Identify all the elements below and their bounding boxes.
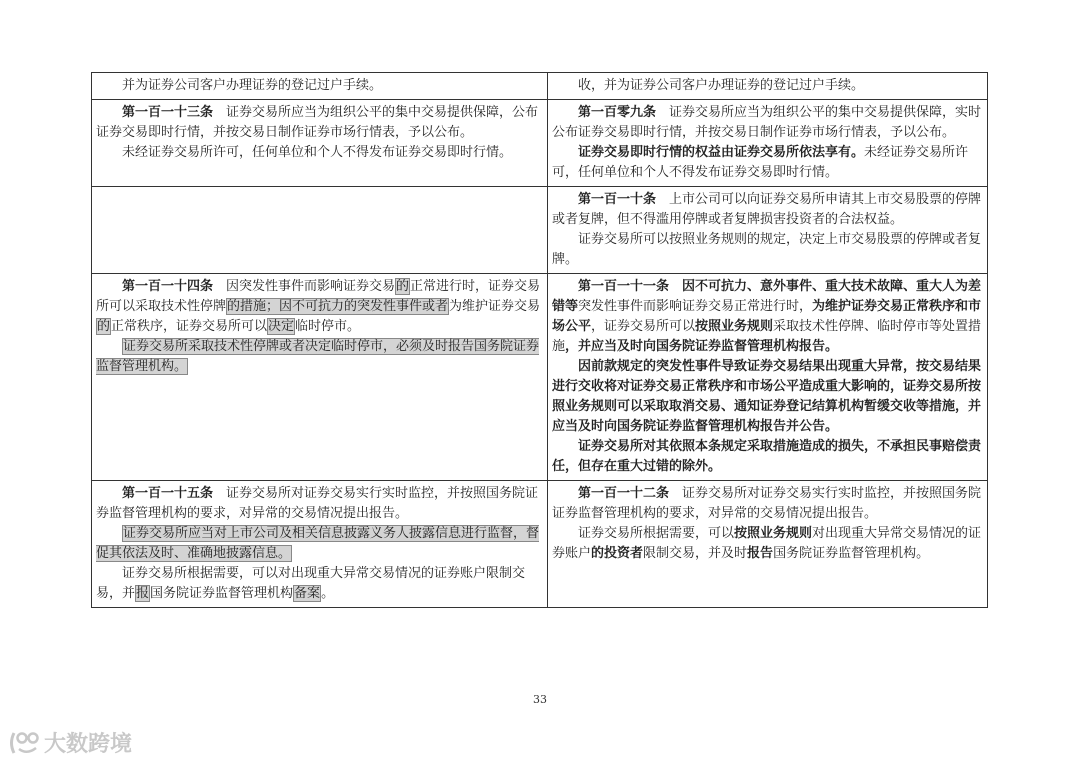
added-text: 按照业务规则 <box>695 319 774 334</box>
removed-text: 的 <box>396 279 410 294</box>
article-number: 第一百一十二条 <box>578 486 670 501</box>
paragraph-text: 证券交易所应当为组织公平的集中交易提供保障，实时公布证券交易即时行情，并按交易日制作证券市场行情表，予以公布。 <box>552 105 982 140</box>
article-paragraph <box>96 484 543 524</box>
table-row <box>92 481 988 608</box>
paragraph-text: 国务院证券监督管理机构。 <box>773 546 930 561</box>
added-text: 证券交易所对其依照本条规定采取措施造成的损失，不承担民事赔偿责任，但存在重大过错的除外。 <box>552 439 982 474</box>
added-text: 证券交易即时行情的权益由证券交易所依法享有。 <box>578 145 865 160</box>
new-text-cell <box>548 481 988 608</box>
added-text: 按照业务规则 <box>734 526 813 541</box>
paragraph-text: 证券交易所应当为组织公平的集中交易提供保障，公布证券交易即时行情，并按交易日制作证券市场行情表，予以公布。 <box>96 105 539 140</box>
article-paragraph <box>552 357 983 437</box>
article-paragraph <box>552 484 983 524</box>
paragraph-text: 。 <box>321 586 335 601</box>
article-paragraph <box>552 143 983 183</box>
new-text-cell <box>548 187 988 274</box>
added-text: 为维护证券交易正常秩序和市场公平 <box>552 299 982 334</box>
table-row <box>92 100 988 187</box>
removed-text: 决定 <box>268 319 295 334</box>
old-text-cell <box>92 274 548 481</box>
added-text: 的投资者 <box>591 546 644 561</box>
paragraph-text: 临时停市。 <box>295 319 361 334</box>
brand-logo-icon <box>8 729 42 757</box>
table-body <box>92 73 988 608</box>
paragraph-text: 采取技术性停牌、临时停市等处置措施 <box>552 319 982 354</box>
article-paragraph <box>552 103 983 143</box>
removed-text: 报 <box>136 586 150 601</box>
article-paragraph <box>96 564 543 604</box>
article-paragraph <box>552 277 983 357</box>
paragraph-text: 正常进行时，证券交易所可以采取技术性停牌 <box>96 279 541 314</box>
article-number: 第一百一十三条 <box>122 105 214 120</box>
paragraph-text: 突发性事件而影响证券交易正常进行时， <box>578 299 813 314</box>
new-text-cell <box>548 73 988 100</box>
old-text-cell <box>92 100 548 187</box>
new-text-cell <box>548 274 988 481</box>
watermark-text: 大数跨境 <box>44 732 133 757</box>
article-paragraph <box>552 524 983 564</box>
added-text: 因前款规定的突发性事件导致证券交易结果出现重大异常，按交易结果进行交收将对证券交易正常秩序和市场公平造成重大影响的，证券交易所按照业务规则可以采取取消交易、通知证券登记结算机构暂缓交收等措施，并应当及时向国务院证券监督管理机构报告并公告。 <box>552 359 982 434</box>
old-text-cell <box>92 481 548 608</box>
article-paragraph <box>96 337 543 377</box>
paragraph-text: 证券交易所根据需要，可以对出现重大异常交易情况的证券账户限制交易，并 <box>96 566 526 601</box>
article-paragraph <box>552 190 983 230</box>
paragraph-text: 上市公司可以向证券交易所申请其上市交易股票的停牌或者复牌，但不得滥用停牌或者复牌损害投资者的合法权益。 <box>552 192 982 227</box>
comparison-table <box>91 72 988 608</box>
paragraph-text: 限制交易，并及时 <box>643 546 748 561</box>
paragraph-text: 为维护证券交易 <box>449 299 541 314</box>
paragraph-text: 证券交易所可以按照业务规则的规定，决定上市交易股票的停牌或者复牌。 <box>552 232 982 267</box>
article-number: 第一百一十一条 <box>578 279 670 294</box>
added-text: 报告 <box>747 546 774 561</box>
article-number: 第一百一十条 <box>578 192 657 207</box>
paragraph-text: 未经证券交易所许可，任何单位和个人不得发布证券交易即时行情。 <box>122 145 513 160</box>
article-paragraph <box>96 76 543 96</box>
added-text: ，并应当及时向国务院证券监督管理机构报告。 <box>565 339 839 354</box>
article-number: 第一百零九条 <box>578 105 657 120</box>
article-paragraph <box>96 103 543 143</box>
paragraph-text: 正常秩序，证券交易所可以 <box>111 319 268 334</box>
removed-text: 备案 <box>294 586 321 601</box>
paragraph-text: 并为证券公司客户办理证券的登记过户手续。 <box>122 78 383 93</box>
paragraph-text: 证券交易所对证券交易实行实时监控，并按照国务院证券监督管理机构的要求，对异常的交易情况提出报告。 <box>552 486 982 521</box>
table-row <box>92 274 988 481</box>
paragraph-text: 收，并为证券公司客户办理证券的登记过户手续。 <box>578 78 865 93</box>
new-text-cell <box>548 100 988 187</box>
article-paragraph <box>96 277 543 337</box>
old-text-cell <box>92 73 548 100</box>
removed-text: 证券交易所应当对上市公司及相关信息披露义务人披露信息进行监督，督促其依法及时、准确地披露信息。 <box>96 526 540 561</box>
table-row <box>92 73 988 100</box>
removed-text: 证券交易所采取技术性停牌或者决定临时停市，必须及时报告国务院证券监督管理机构。 <box>96 339 540 374</box>
removed-text: 的措施；因不可抗力的突发性事件或者 <box>227 299 449 314</box>
table-row <box>92 187 988 274</box>
paragraph-text: 因突发性事件而影响证券交易 <box>226 279 396 294</box>
article-number: 第一百一十四条 <box>122 279 214 294</box>
paragraph-text: 对出现重大异常交易情况的证券账户 <box>552 526 982 561</box>
added-text: 因 <box>682 279 696 294</box>
paragraph-text: ，证券交易所可以 <box>591 319 696 334</box>
paragraph-text: 证券交易所对证券交易实行实时监控，并按照国务院证券监督管理机构的要求，对异常的交易情况提出报告。 <box>96 486 539 521</box>
article-paragraph <box>552 76 983 96</box>
page-number: 33 <box>533 693 547 706</box>
paragraph-text: 证券交易所根据需要，可以 <box>578 526 735 541</box>
added-text: 不可抗力、意外事件、重大技术故障、重大人为差错等 <box>552 279 982 314</box>
paragraph-text: 未经证券交易所许可，任何单位和个人不得发布证券交易即时行情。 <box>552 145 969 180</box>
removed-text: 的 <box>97 319 111 334</box>
article-number: 第一百一十五条 <box>122 486 214 501</box>
old-text-cell <box>92 187 548 274</box>
article-paragraph <box>552 437 983 477</box>
watermark <box>8 727 132 758</box>
article-paragraph <box>552 230 983 270</box>
article-paragraph <box>96 143 543 163</box>
article-paragraph <box>96 524 543 564</box>
paragraph-text: 国务院证券监督管理机构 <box>150 586 294 601</box>
